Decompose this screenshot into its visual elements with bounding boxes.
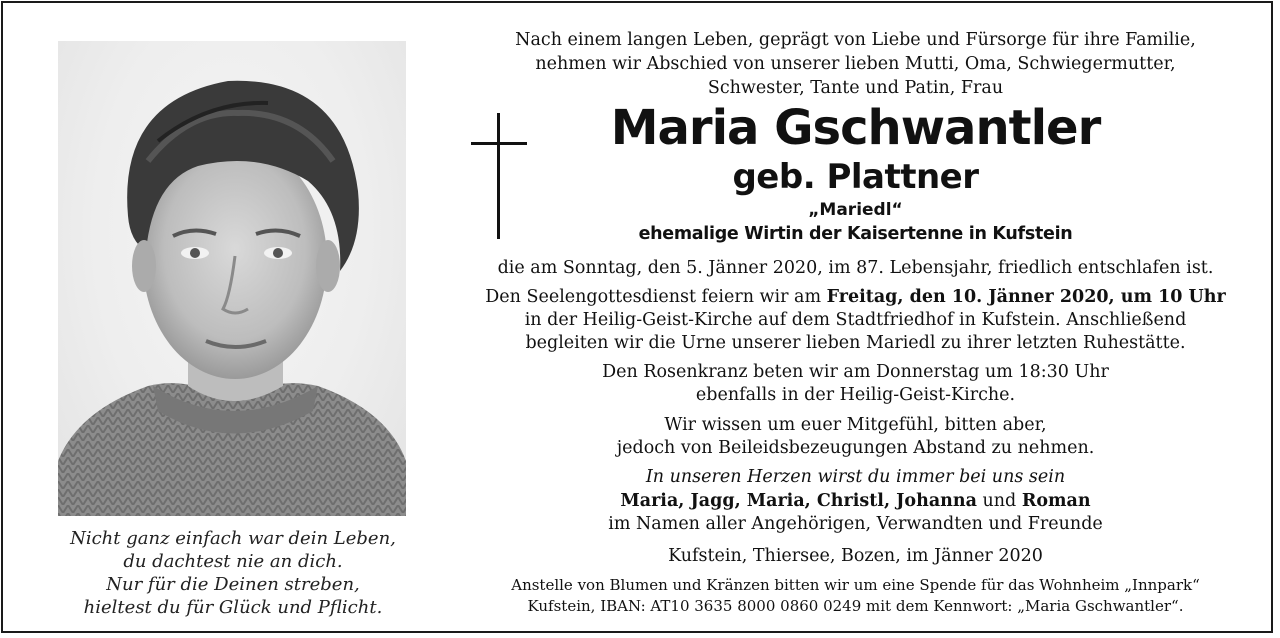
donation-line-2: Kufstein, IBAN: AT10 3635 8000 0860 0249 mit dem Kennwort: „Maria Gschwantler“. [527,597,1184,615]
family-last-name: Roman [1021,491,1091,511]
poem-line: Nicht ganz einfach war dein Leben, [70,528,396,549]
birth-name: geb. Plattner [732,157,979,197]
rosary-line-1: Den Rosenkranz beten wir am Donnerstag um 18:30 Uhr [602,362,1109,382]
left-column [3,3,463,635]
service-date: Freitag, den 10. Jänner 2020, um 10 Uhr [826,287,1226,307]
intro-line-2: nehmen wir Abschied von unserer lieben Mutti, Oma, Schwiegermutter, [535,54,1176,74]
intro-line-1: Nach einem langen Leben, geprägt von Liebe und Fürsorge für ihre Familie, [515,30,1196,50]
death-line: die am Sonntag, den 5. Jänner 2020, im 87. Lebensjahr, friedlich entschlafen ist. [497,258,1214,278]
place-date: Kufstein, Thiersee, Bozen, im Jänner 2020 [668,546,1043,566]
condolence-line-2: jedoch von Beileidsbezeugungen Abstand zu nehmen. [616,438,1095,458]
service-line-2: in der Heilig-Geist-Kirche auf dem Stadtfriedhof in Kufstein. Anschließend [524,310,1187,330]
portrait-illustration [58,41,406,516]
service-line-1 [463,286,1248,308]
rosary-line-2: ebenfalls in der Heilig-Geist-Kirche. [695,385,1016,405]
poem-line: Nur für die Deinen streben, [106,574,360,595]
poem-line: hieltest du für Glück und Pflicht. [83,597,383,618]
hearts-line: In unseren Herzen wirst du immer bei uns sein [645,467,1066,487]
service-line-3: begleiten wir die Urne unserer lieben Mariedl zu ihrer letzten Ruhestätte. [525,333,1186,353]
family-line-2: im Namen aller Angehörigen, Verwandten und Freunde [608,514,1103,534]
obituary-card [1,1,1273,633]
family-and: und [976,491,1022,511]
poem-line: du dachtest nie an dich. [123,551,343,572]
service-prefix: Den Seelengottesdienst feiern wir am [485,287,827,307]
right-column [463,3,1273,635]
poem [33,527,433,619]
deceased-role: ehemalige Wirtin der Kaisertenne in Kufstein [638,224,1073,244]
nickname: „Mariedl“ [808,200,903,220]
family-names-bold: Maria, Jagg, Maria, Christl, Johanna [620,491,977,511]
condolence-line-1: Wir wissen um euer Mitgefühl, bitten aber, [664,415,1047,435]
donation-line-1: Anstelle von Blumen und Kränzen bitten wir um eine Spende für das Wohnheim „Innpark“ [511,576,1200,594]
portrait-photo [58,41,406,516]
intro-line-3: Schwester, Tante und Patin, Frau [707,78,1004,98]
family-names [463,490,1248,512]
deceased-name: Maria Gschwantler [610,100,1101,156]
